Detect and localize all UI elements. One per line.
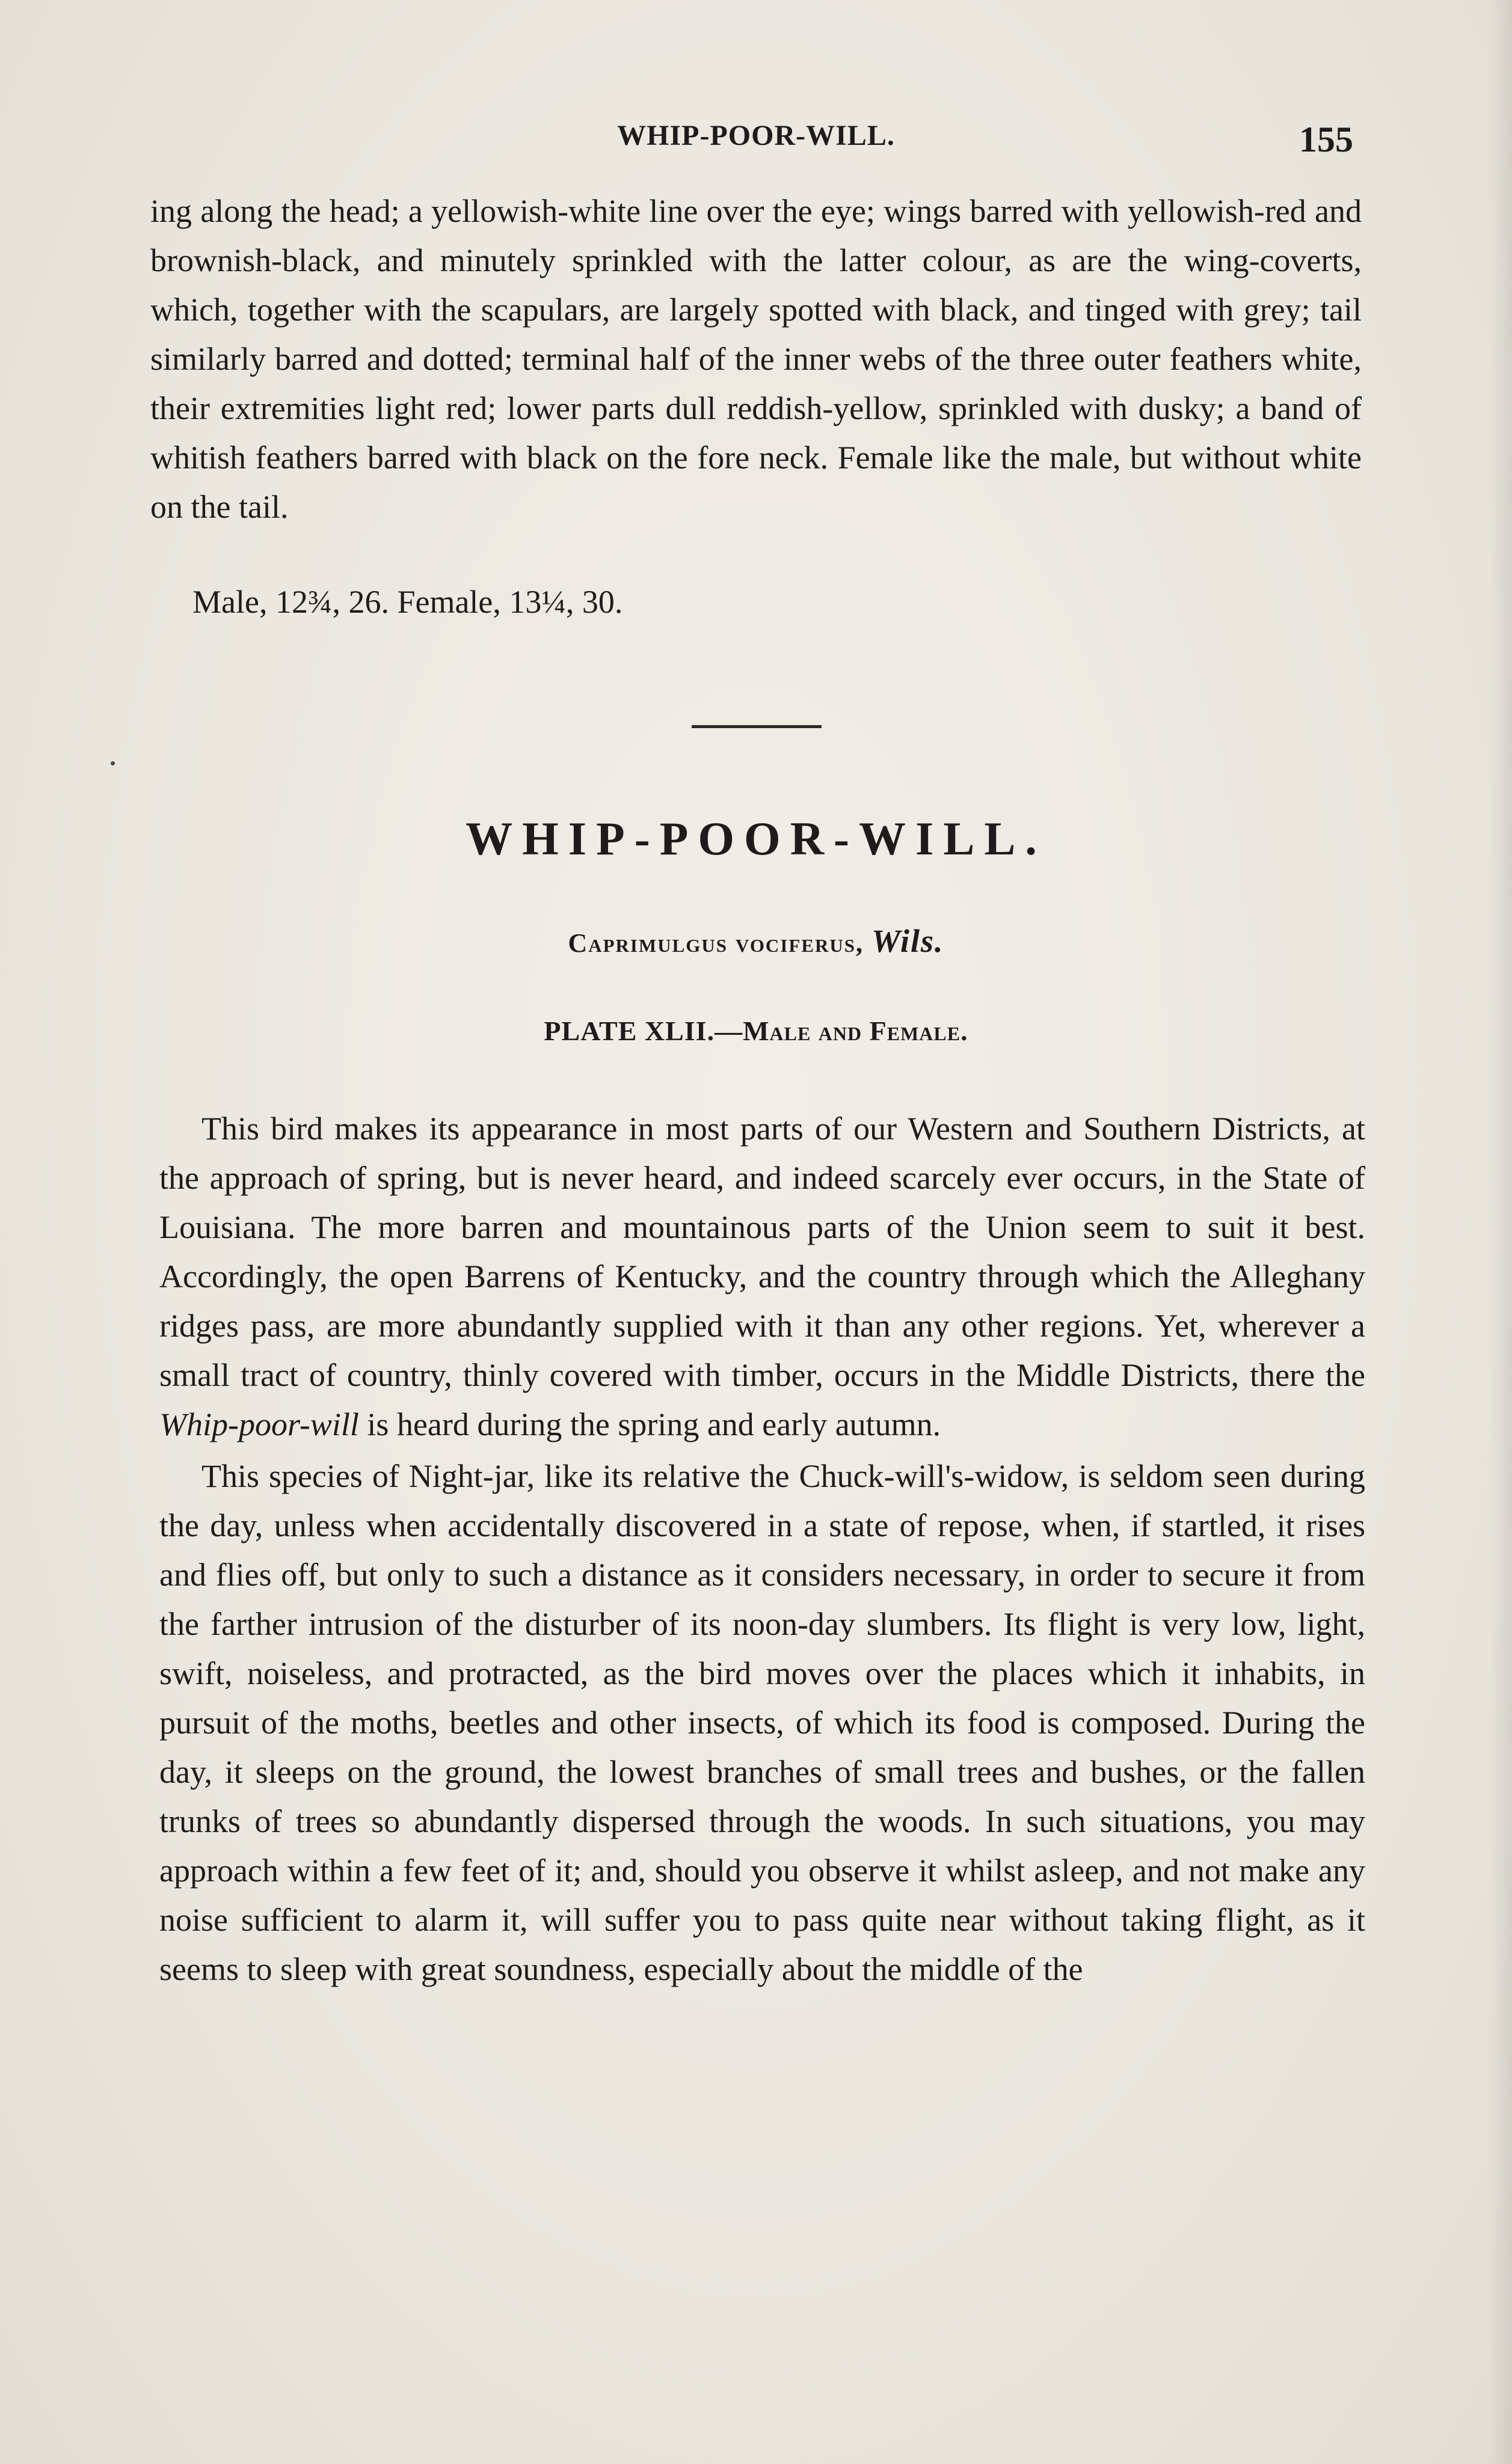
plate-caption: Male and Female. <box>743 1016 968 1046</box>
ink-speck <box>111 761 115 765</box>
paragraph-1-text-b: is heard during the spring and early autumn. <box>358 1406 941 1442</box>
paragraph-1-text-a: This bird makes its appearance in most parts of our Western and Southern Districts, at the approach of spring, but is never heard, and indeed scarcely ever occurs, in the State of Louisiana. The more barren and mountainous parts of the Union seem to suit it best. Accordingly, the open Barrens of Kentucky, and the country through which the Alleghany ridges pass, are more abundantly supplied with it than any other regions. Yet, wherever a small tract of country, thinly covered with timber, occurs in the Middle Districts, there the <box>159 1111 1365 1393</box>
article-title: WHIP-POOR-WILL. <box>466 812 1046 865</box>
page-number: 155 <box>1299 120 1353 159</box>
paragraph-1 <box>159 1104 1365 1449</box>
section-divider-rule <box>692 725 822 728</box>
paragraph-1-italic-name: Whip-poor-will <box>159 1406 359 1442</box>
article-body <box>159 1104 1365 1994</box>
plate-line <box>150 1015 1362 1047</box>
paragraph-2: This species of Night-jar, like its relative the Chuck-will's-widow, is seldom seen during the day, unless when accidentally discovered in a state of repose, when, if startled, it rises and flies off, but only to such a distance as it considers necessary, in order to secure it from the farther intrusion of the disturber of its noon-day slumbers. Its flight is very low, light, swift, noiseless, and protracted, as the bird moves over the places which it inhabits, in pursuit of the moths, beetles and other insects, of which its food is composed. During the day, it sleeps on the ground, the lowest branches of small trees and bushes, or the fallen trunks of trees so abundantly dispersed through the woods. In such situations, you may approach within a few feet of it; and, should you observe it whilst asleep, and not make any noise sufficient to alarm it, will suffer you to pass quite near without taking flight, as it seems to sleep with great soundness, especially about the middle of the <box>159 1458 1365 1987</box>
species-author: Wils. <box>871 923 944 959</box>
continued-paragraph: ing along the head; a yellowish-white line over the eye; wings barred with yellowish-red and brownish-black, and minutely sprinkled with the latter colour, as are the wing-coverts, which, together with the scapulars, are largely spotted with black, and tinged with grey; tail similarly barred and dotted; terminal half of the inner webs of the three outer feathers white, their extremities light red; lower parts dull reddish-yellow, sprinkled with dusky; a band of whitish feathers barred with black on the fore neck. Female like the male, but without white on the tail. <box>150 193 1362 525</box>
continued-description <box>150 186 1362 532</box>
running-title: WHIP-POOR-WILL. <box>617 120 895 152</box>
measurements-line: Male, 12¾, 26. Female, 13¼, 30. <box>192 584 623 620</box>
plate-label: PLATE XLII.— <box>544 1016 743 1046</box>
species-line <box>150 922 1362 960</box>
species-name: Caprimulgus vociferus, <box>568 928 864 958</box>
running-head <box>150 119 1362 167</box>
